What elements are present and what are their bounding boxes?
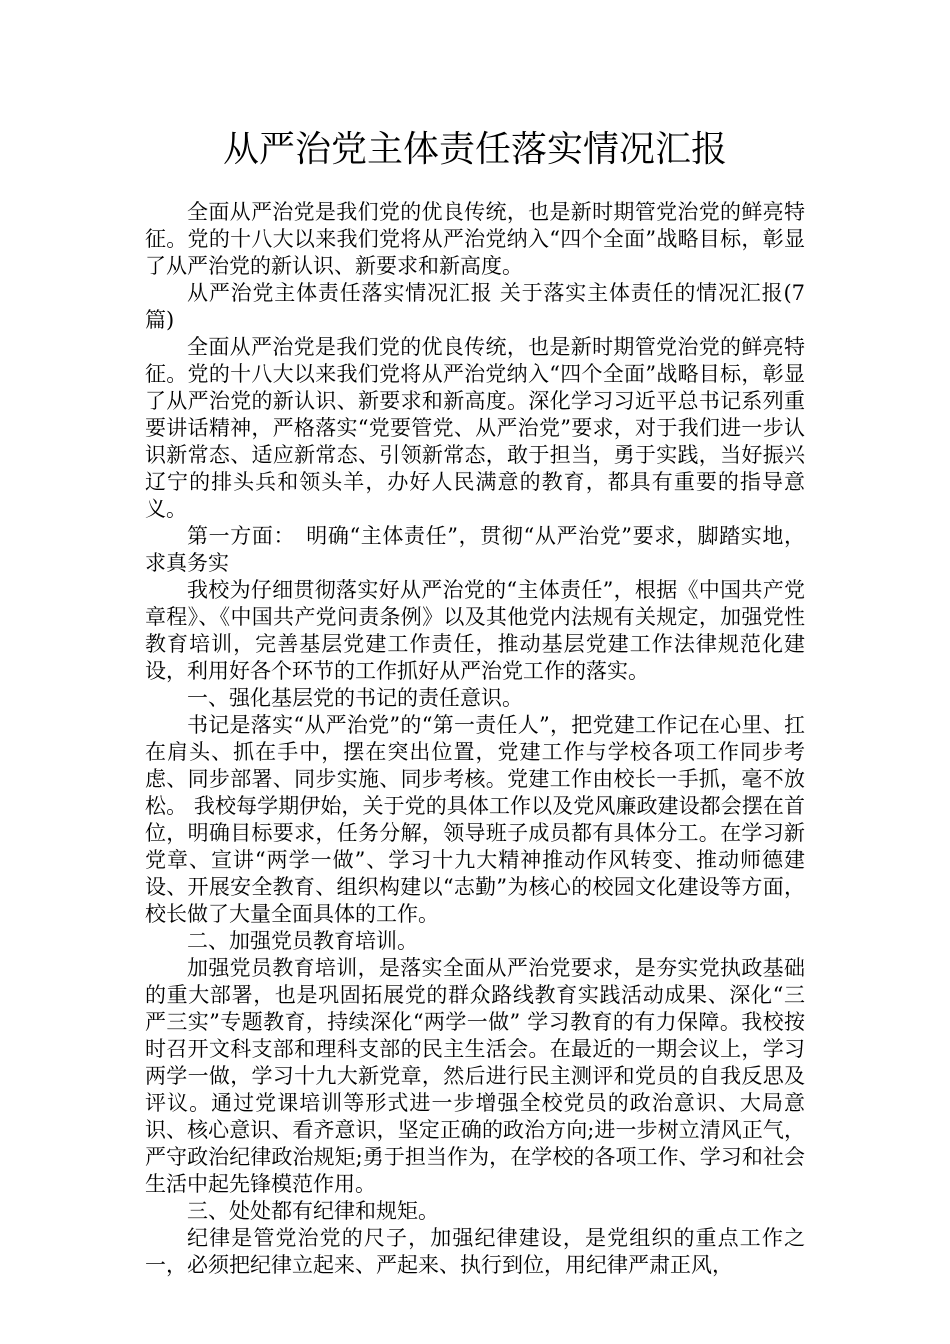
document-body (145, 199, 805, 1279)
paragraph: 全面从严治党是我们党的优良传统，也是新时期管党治党的鲜亮特征。党的十八大以来我们党将从严治党纳入“四个全面”战略目标，彰显了从严治党的新认识、新要求和新高度。 (145, 200, 805, 278)
paragraph: 书记是落实“从严治党”的“第一责任人”，把党建工作记在心里、扛在肩头、抓在手中，摆在突出位置，党建工作与学校各项工作同步考虑、同步部署、同步实施、同步考核。党建工作由校长一手抓，毫不放松。 我校每学期伊始，关于党的具体工作以及党风廉政建设都会摆在首位，明确目标要求，任务分解，领导班子成员都有具体分工。在学习新党章、宣讲“两学一做”、学习十九大精神推动作风转变、推动师德建设、开展安全教育、组织构建以“志勤”为核心的校园文化建设等方面，校长做了大量全面具体的工作。 (145, 713, 805, 926)
section-heading: 二、加强党员教育培训。 (187, 929, 418, 953)
paragraph: 纪律是管党治党的尺子，加强纪律建设，是党组织的重点工作之一，必须把纪律立起来、严起来、执行到位，用纪律严肃正风， (145, 1226, 805, 1277)
paragraph: 全面从严治党是我们党的优良传统，也是新时期管党治党的鲜亮特征。党的十八大以来我们党将从严治党纳入“四个全面”战略目标，彰显了从严治党的新认识、新要求和新高度。深化学习习近平总书记系列重要讲话精神，严格落实“党要管党、从严治党”要求，对于我们进一步认识新常态、适应新常态、引领新常态，敢于担当，勇于实践，当好振兴辽宁的排头兵和领头羊，办好人民满意的教育，都具有重要的指导意义。 (145, 335, 805, 521)
document-title: 从严治党主体责任落实情况汇报 (222, 129, 727, 170)
paragraph: 加强党员教育培训，是落实全面从严治党要求，是夯实党执政基础的重大部署，也是巩固拓展党的群众路线教育实践活动成果、深化“三严三实”专题教育，持续深化“两学一做” 学习教育的有力保障。我校按时召开文科支部和理科支部的民主生活会。在最近的一期会议上，学习两学一做，学习十九大新党章，然后进行民主测评和党员的自我反思及评议。通过党课培训等形式进一步增强全校党员的政治意识、大局意识、核心意识、看齐意识，坚定正确的政治方向;进一步树立清风正气，严守政治纪律政治规矩;勇于担当作为，在学校的各项工作、学习和社会生活中起先锋模范作用。 (145, 956, 805, 1196)
section-heading: 三、处处都有纪律和规矩。 (187, 1199, 439, 1223)
paragraph: 我校为仔细贯彻落实好从严治党的“主体责任”，根据《中国共产党章程》、《中国共产党问责条例》以及其他党内法规有关规定，加强党性教育培训，完善基层党建工作责任，推动基层党建工作法律规范化建设，利用好各个环节的工作抓好从严治党工作的落实。 (145, 578, 805, 683)
section-heading: 第一方面： 明确“主体责任”，贯彻“从严治党”要求，脚踏实地，求真务实 (145, 524, 805, 575)
paragraph: 从严治党主体责任落实情况汇报 关于落实主体责任的情况汇报(7篇) (145, 281, 805, 332)
section-heading: 一、强化基层党的书记的责任意识。 (187, 686, 523, 710)
